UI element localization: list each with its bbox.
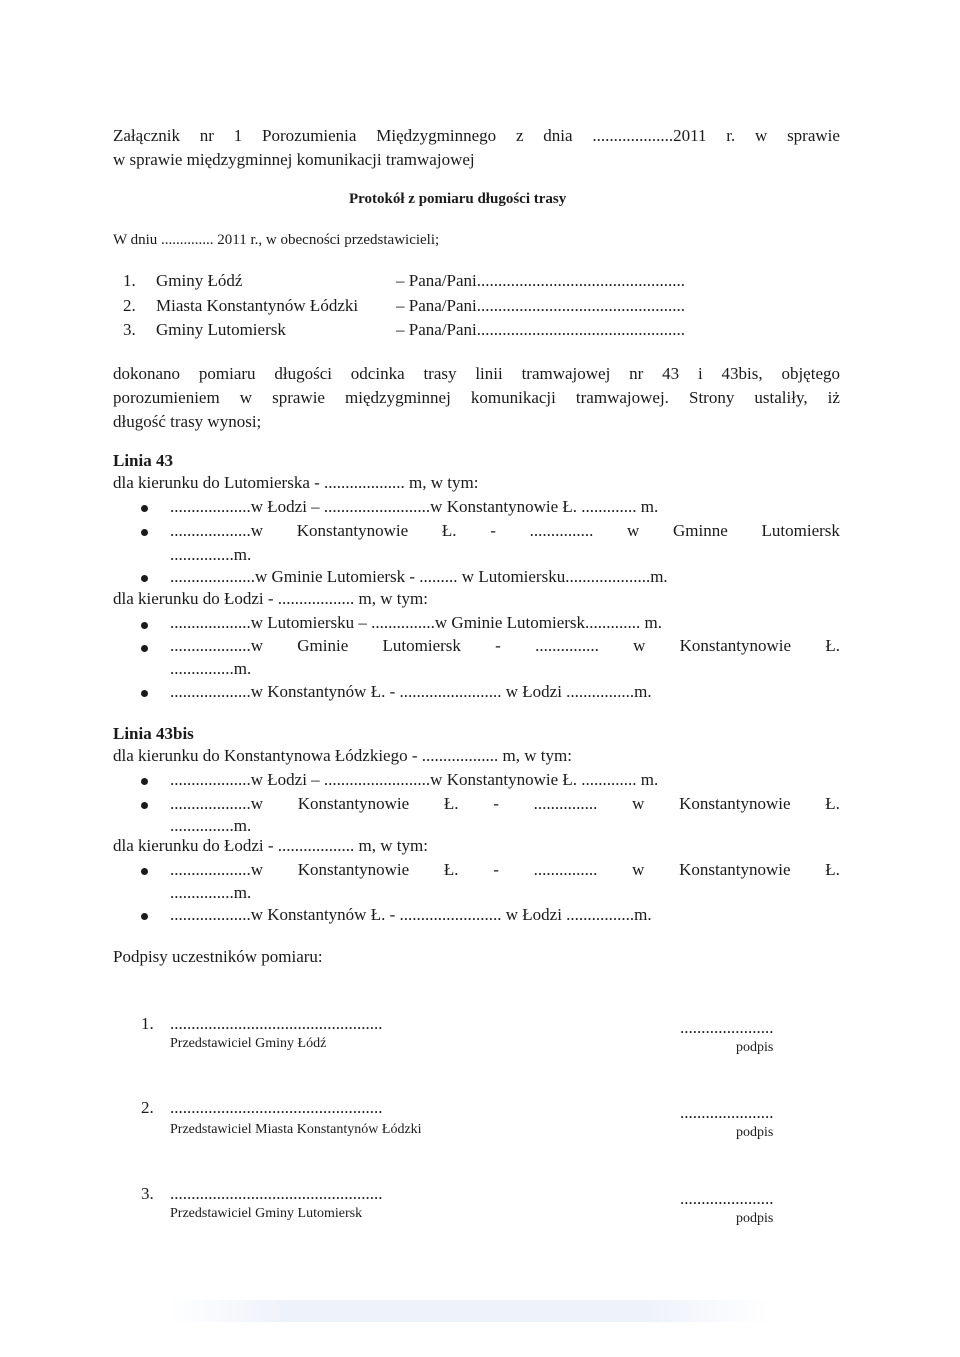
segment-word: ............... [529, 521, 594, 540]
intro-line: W dniu .............. 2011 r., w obecności przedstawicieli; [113, 232, 440, 248]
signature-dots: ...................... [680, 1103, 774, 1122]
segment-word: ............... [533, 794, 598, 813]
bullet-icon [141, 778, 148, 785]
header-word: z [515, 126, 524, 145]
rep-value: – Pana/Pani................................................. [396, 296, 685, 315]
segment-word: Gminne [673, 521, 728, 540]
segment-word: ............... [535, 636, 599, 655]
segment-line: ....................w Gminie Lutomiersk - ......... w Lutomiersku....................m. [170, 567, 668, 586]
segment-word: ...................w [170, 860, 264, 879]
paragraph-word: międzygminnej [345, 388, 451, 407]
header-word: ...................2011 [592, 126, 707, 145]
rep-num: 2. [123, 296, 136, 315]
paragraph-word: komunikacji [470, 388, 556, 407]
segment-word: Konstantynowie [297, 860, 410, 879]
bullet-icon [141, 690, 148, 697]
rep-name: Miasta Konstantynów Łódzki [156, 296, 359, 315]
paragraph-word: nr [629, 364, 644, 383]
segment-word: w [632, 860, 645, 879]
segment-word: - [493, 794, 499, 813]
document-title: Protokół z pomiaru długości trasy [349, 191, 567, 207]
bullet-icon [141, 645, 148, 652]
signature-sign-label: podpis [736, 1125, 774, 1140]
segment-line: ...................w Konstantynów Ł. - ........................ w Łodzi ................m. [170, 905, 652, 924]
bullet-icon [141, 802, 148, 809]
section-heading-linia-43bis: Linia 43bis [113, 724, 194, 743]
segment-word: - [490, 521, 496, 540]
paragraph-word: ustaliły, [754, 388, 808, 407]
rep-name: Gminy Lutomiersk [156, 320, 286, 339]
segment-line [170, 636, 840, 656]
paragraph-word: trasy [423, 364, 457, 383]
segment-word: ............... [533, 860, 598, 879]
header-word: nr [199, 126, 214, 145]
segment-word: Ł. [443, 794, 459, 813]
header-word: 1 [233, 126, 243, 145]
header-word: r. [726, 126, 736, 145]
segment-word: Konstantynowie [679, 860, 791, 879]
segment-word: Ł. [441, 521, 457, 540]
signature-label: Przedstawiciel Gminy Łódź [170, 1036, 327, 1051]
segment-word: Konstantynowie [679, 636, 792, 655]
header-word: Porozumienia [262, 126, 357, 145]
paragraph-word: sprawie [272, 388, 325, 407]
direction-konstantynow: dla kierunku do Konstantynowa Łódzkiego - .................. m, w tym: [113, 746, 572, 765]
segment-word: Ł. [443, 860, 459, 879]
segment-word: ...................w [170, 636, 264, 655]
header-word: Międzygminnego [376, 126, 497, 145]
paragraph-word: 43 [662, 364, 680, 383]
segment-word: Lutomiersk [382, 636, 461, 655]
segment-line: ...................w Lutomiersku – ...............w Gminie Lutomiersk............. m. [170, 613, 663, 632]
bullet-icon [141, 529, 148, 536]
paragraph-word: iż [827, 388, 840, 407]
segment-word: w [627, 521, 640, 540]
signature-dots: ...................... [680, 1189, 774, 1208]
signature-num: 1. [141, 1014, 154, 1033]
signature-sign-label: podpis [736, 1040, 774, 1055]
segment-continuation: ...............m. [170, 816, 252, 835]
segment-word: Lutomiersk [761, 521, 840, 540]
segment-word: ...................w [170, 794, 264, 813]
segment-word: Gminie [297, 636, 349, 655]
bullet-icon [141, 622, 148, 629]
bullet-icon [141, 868, 148, 875]
rep-num: 1. [123, 271, 136, 290]
segment-line [170, 794, 840, 814]
paragraph-word: dokonano [113, 364, 181, 383]
bullet-icon [141, 505, 148, 512]
segment-word: Ł. [825, 636, 840, 655]
header-line-1 [113, 126, 840, 146]
segment-line [170, 521, 840, 541]
rep-num: 3. [123, 320, 136, 339]
paragraph-word: tramwajowej [521, 364, 611, 383]
segment-word: Konstantynowie [297, 794, 410, 813]
paragraph-word: porozumieniem [113, 388, 220, 407]
bullet-icon [141, 913, 148, 920]
segment-line [170, 860, 840, 880]
paragraph-word: w [239, 388, 253, 407]
paragraph-line-2 [113, 388, 840, 408]
signatures-heading: Podpisy uczestników pomiaru: [113, 947, 323, 966]
direction-lodz: dla kierunku do Łodzi - .................. m, w tym: [113, 836, 428, 855]
paragraph-word: Strony [688, 388, 735, 407]
segment-word: Ł. [825, 860, 840, 879]
segment-continuation: ...............m. [170, 883, 252, 902]
signature-num: 2. [141, 1098, 154, 1117]
paragraph-word: linii [475, 364, 503, 383]
segment-word: ...................w [170, 521, 264, 540]
signature-num: 3. [141, 1184, 154, 1203]
header-word: dnia [543, 126, 573, 145]
segment-word: Ł. [825, 794, 840, 813]
bullet-icon [141, 575, 148, 582]
segment-word: w [633, 636, 646, 655]
paragraph-line-3: długość trasy wynosi; [113, 412, 262, 431]
signature-label: Przedstawiciel Miasta Konstantynów Łódzki [170, 1122, 422, 1137]
segment-line: ...................w Konstantynów Ł. - ........................ w Łodzi ................m. [170, 682, 652, 701]
paragraph-word: długości [274, 364, 332, 383]
paragraph-line-1 [113, 364, 840, 384]
signature-dots: ...................... [680, 1018, 774, 1037]
paragraph-word: tramwajowej. [575, 388, 669, 407]
header-word: sprawie [787, 126, 840, 145]
segment-word: - [493, 860, 499, 879]
segment-word: w [632, 794, 645, 813]
signature-name-line: .................................................. [170, 1184, 383, 1203]
segment-continuation: ...............m. [170, 545, 252, 564]
rep-name: Gminy Łódź [156, 271, 243, 290]
header-line-2: w sprawie międzygminnej komunikacji tramwajowej [113, 150, 475, 169]
signature-name-line: .................................................. [170, 1098, 383, 1117]
segment-continuation: ...............m. [170, 659, 252, 678]
direction-lodz: dla kierunku do Łodzi - .................. m, w tym: [113, 589, 428, 608]
signature-name-line: .................................................. [170, 1014, 383, 1033]
section-heading-linia-43: Linia 43 [113, 451, 173, 470]
segment-word: Konstantynowie [296, 521, 409, 540]
paragraph-word: 43bis, [721, 364, 763, 383]
header-word: Załącznik [113, 126, 181, 145]
segment-word: - [495, 636, 501, 655]
header-word: w [755, 126, 768, 145]
signature-sign-label: podpis [736, 1211, 774, 1226]
signature-label: Przedstawiciel Gminy Lutomiersk [170, 1206, 363, 1221]
paragraph-word: pomiaru [198, 364, 256, 383]
segment-line: ...................w Łodzi – .........................w Konstantynowie Ł. ............. m. [170, 770, 659, 789]
segment-line: ...................w Łodzi – .........................w Konstantynowie Ł. ............. m. [170, 497, 659, 516]
rep-value: – Pana/Pani................................................. [396, 320, 685, 339]
segment-word: Konstantynowie [679, 794, 791, 813]
scan-artifact [170, 1300, 770, 1322]
paragraph-word: i [697, 364, 703, 383]
direction-lutomiersk: dla kierunku do Lutomierska - ................... m, w tym: [113, 473, 479, 492]
rep-value: – Pana/Pani................................................. [396, 271, 685, 290]
paragraph-word: odcinka [350, 364, 405, 383]
paragraph-word: objętego [781, 364, 840, 383]
